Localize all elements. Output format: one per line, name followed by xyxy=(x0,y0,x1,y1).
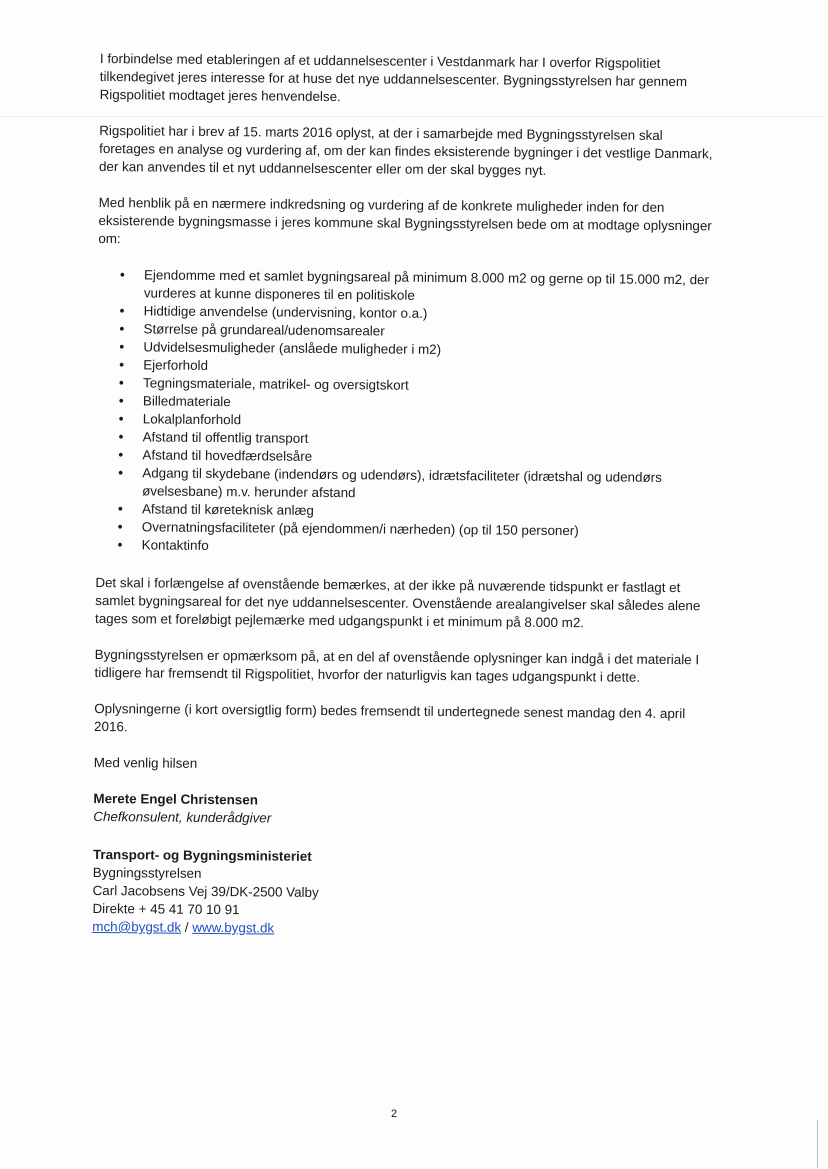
link-separator: / xyxy=(181,919,193,935)
agency-name: Bygningsstyrelsen xyxy=(92,864,202,881)
signatory-name: Merete Engel Christensen xyxy=(93,790,258,808)
page-number: 2 xyxy=(391,1108,398,1120)
address: Carl Jacobsens Vej 39/DK-2500 Valby xyxy=(92,882,319,900)
paragraph-area-note: Det skal i forlængelse af ovenstående bemærkes, at der ikke på nuværende tidspunkt er fastlagt et samlet bygningsareal for det nye uddannelsescenter. Ovenstående arealangivelser skal således alene tages som et foreløbigt pejlemærke med udgangspunkt i et minimum på 8.000 m2. xyxy=(94,574,701,631)
paragraph-intro: I forbindelse med etableringen af et uddannelsescenter i Vestdanmark har I overfor Rigspolitiet tilkendegivet jeres interesse for at huse det nye uddannelsescenter. Bygningsstyrelsen har gennem Rigspolitiet modtaget jeres henvendelse. xyxy=(99,50,688,105)
phone-number: Direkte + 45 41 70 10 91 xyxy=(92,900,240,918)
list-item: • Lokalplanforhold xyxy=(143,410,717,433)
paragraph-rigspolitiet-letter: Rigspolitiet har i brev af 15. marts 2016 oplyst, at der i samarbejde med Bygningsstyrelsen skal foretages en analyse og vurdering af, om der kan findes eksisterende bygninger i det vestlige Danmark, der kan anvendes til et nyt uddannelsescenter eller om der skal bygges nyt. xyxy=(98,122,713,178)
ministry-name: Transport- og Bygningsministeriet xyxy=(92,846,312,864)
paragraph-previous-material: Bygningsstyrelsen er opmærksom på, at en del af ovenstående oplysninger kan indgå i det materiale I tidligere har fremsendt til Rigspolitiet, hvorfor der naturligvis kan tages udgangspunkt i dette. xyxy=(94,646,700,685)
signoff: Med venlig hilsen xyxy=(93,754,198,771)
list-item: • Kontaktinfo xyxy=(142,536,716,559)
scan-edge-mark xyxy=(817,1120,818,1168)
list-item: • Afstand til hovedfærdselsåre xyxy=(142,446,716,469)
signature-block xyxy=(93,790,713,831)
list-item: • Overnatningsfaciliteter (på ejendommen/i nærheden) (op til 150 personer) xyxy=(142,518,716,541)
requested-information-list xyxy=(96,266,718,559)
website-link[interactable]: www.bygst.dk xyxy=(192,919,275,936)
list-item: • Hidtidige anvendelse (undervisning, kontor o.a.) xyxy=(144,302,718,325)
list-item: • Afstand til offentlig transport xyxy=(143,428,717,451)
paragraph-deadline: Oplysningerne (i kort oversigtlig form) bedes fremsendt til undertegnede senest mandag den 4. april 2016. xyxy=(94,700,686,735)
list-item: • Billedmateriale xyxy=(143,392,717,415)
list-item: • Ejerforhold xyxy=(143,356,717,379)
email-link[interactable]: mch@bygst.dk xyxy=(92,918,182,935)
list-item: • Udvidelsesmuligheder (anslåede muligheder i m2) xyxy=(143,338,717,361)
paragraph-information-request: Med henblik på en nærmere indkredsning og vurdering af de konkrete muligheder inden for den eksisterende bygningsmasse i jeres kommune skal Bygningsstyrelsen bede om at modtage oplysninger om: xyxy=(98,194,712,247)
list-item: • Ejendomme med et samlet bygningsareal på minimum 8.000 m2 og gerne op til 15.000 m2, der vurderes at kunne disponeres til en politiskole xyxy=(144,266,718,307)
list-item: • Tegningsmateriale, matrikel- og oversigtskort xyxy=(143,374,717,397)
organization-block xyxy=(92,846,713,941)
list-item: • Adgang til skydebane (indendørs og udendørs), idrætsfaciliteter (idrætshal og udendørs øvelsesbane) m.v. herunder afstand xyxy=(142,464,716,505)
letter-body xyxy=(92,50,720,941)
list-item: • Størrelse på grundareal/udenomsarealer xyxy=(143,320,717,343)
signatory-title: Chefkonsulent, kunderådgiver xyxy=(93,808,272,826)
list-item: • Afstand til køreteknisk anlæg xyxy=(142,500,716,523)
